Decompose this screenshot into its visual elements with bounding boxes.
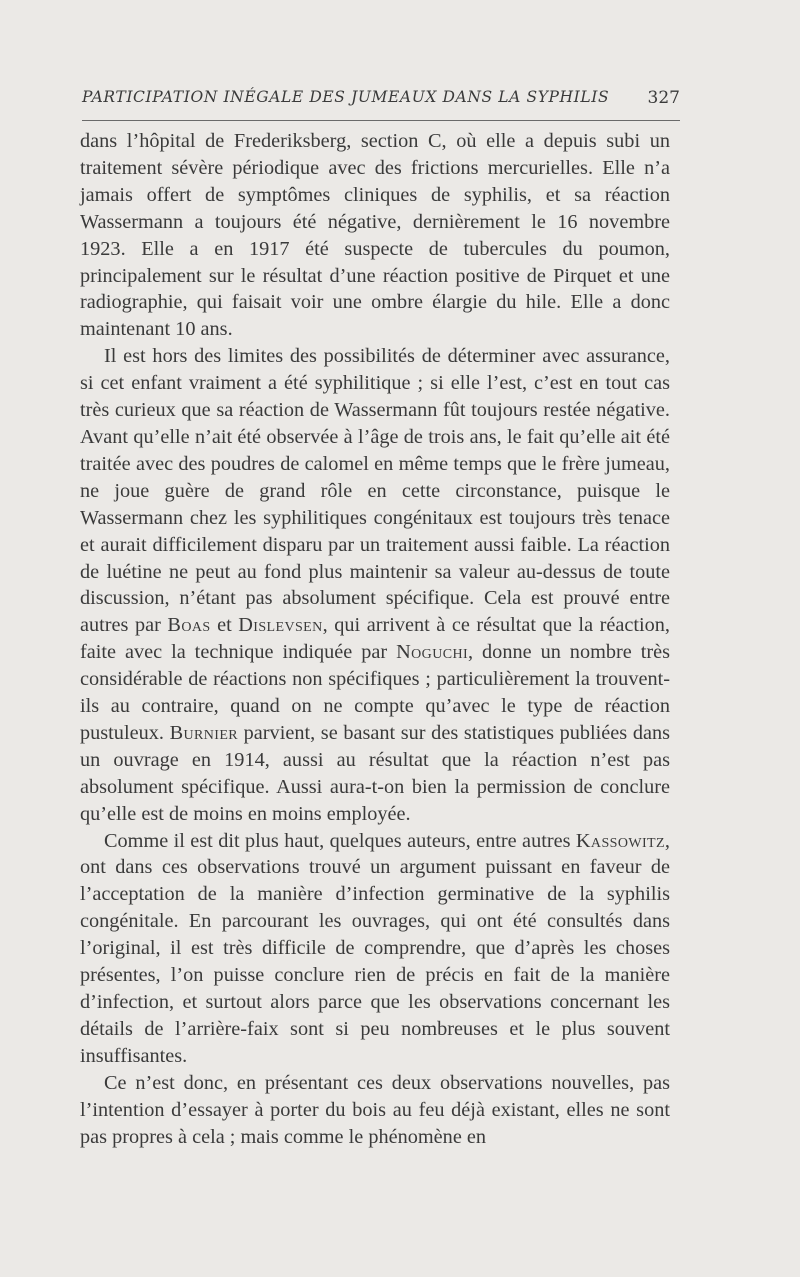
author-name-burnier: Burnier <box>169 721 239 744</box>
paragraph-text: et <box>210 614 239 637</box>
header-rule <box>82 120 680 121</box>
paragraph-1 <box>80 128 670 343</box>
body-text <box>80 128 670 1150</box>
paragraph-text: , ont dans ces observations trouvé un argument puissant en faveur de l’acceptation de la manière d’infection germinative de la syphilis congénitale. En parcourant les ouvrages, qui ont été consultés dans l’original, il est très difficile de comprendre, que d’après les choses présentes, l’on puisse conclure rien de précis en fait de la manière d’infection, et surtout alors parce que les observations concernant les détails de l’arrière-faix sont si peu nombreuses et le plus souvent insuffisantes. <box>80 829 670 1067</box>
author-name-noguchi: Noguchi <box>396 641 469 664</box>
paragraph-text: Ce n’est donc, en présentant ces deux observations nouvelles, pas l’intention d’essayer à porter du bois au feu déjà existant, elles ne sont pas propres à cela ; mais comme le phénomène en <box>80 1071 670 1148</box>
author-name-kassowitz: Kassowitz <box>575 829 665 852</box>
paragraph-3 <box>80 828 670 1070</box>
paragraph-text: , qui arrivent à ce résultat que la réaction, faite avec la technique indiquée par <box>80 614 670 664</box>
paragraph-text: dans l’hôpital de Frederiksberg, section C, où elle a depuis subi un traitement sévère périodique avec des frictions mercurielles. Elle n’a jamais offert de symptômes cliniques de syphilis, et sa réaction Wassermann a toujours été négative, dernièrement le 16 novembre 1923. Elle a en 1917 été suspecte de tubercules du poumon, principalement sur le résultat d’une réaction positive de Pirquet et une radiographie, qui faisait voir une ombre élargie du hile. Elle a donc maintenant 10 ans. <box>80 130 670 341</box>
author-name-boas: Boas <box>167 614 211 637</box>
paragraph-text: parvient, se basant sur des statistiques publiées dans un ouvrage en 1914, aussi au résultat que la réaction n’est pas absolument spécifique. Aussi aura-t-on bien la permission de conclure qu’elle est de moins en moins employée. <box>80 721 671 825</box>
running-header <box>82 88 680 118</box>
paragraph-text: Il est hors des limites des possibilités de déterminer avec assurance, si cet enfant vraiment a été syphilitique ; si elle l’est, c’est en tout cas très curieux que sa réaction de Wassermann fût toujours restée négative. Avant qu’elle n’ait été observée à l’âge de trois ans, le fait qu’elle ait été traitée avec des poudres de calomel en même temps que le frère jumeau, ne joue guère de grand rôle en cette circonstance, puisque le Wassermann chez les syphilitiques congénitaux est toujours très tenace et aurait difficilement disparu par un traitement aussi faible. La réaction de luétine ne peut au fond plus maintenir sa valeur au-dessus de toute discussion, n’étant pas absolument spécifique. Cela est prouvé entre autres par <box>80 345 670 637</box>
paragraph-text: , donne un nombre très considérable de réactions non spécifiques ; particulièrement la trouvent-ils au contraire, quand on ne compte qu’avec le type de réaction pustuleux. <box>80 641 670 744</box>
running-title: PARTICIPATION INÉGALE DES JUMEAUX DANS LA SYPHILIS <box>82 88 610 106</box>
paragraph-4 <box>80 1070 670 1151</box>
paragraph-text: Comme il est dit plus haut, quelques auteurs, entre autres <box>104 829 576 852</box>
page-number: 327 <box>647 88 680 108</box>
paragraph-2 <box>80 343 670 827</box>
author-name-dislevsen: Dislevsen <box>238 614 323 637</box>
